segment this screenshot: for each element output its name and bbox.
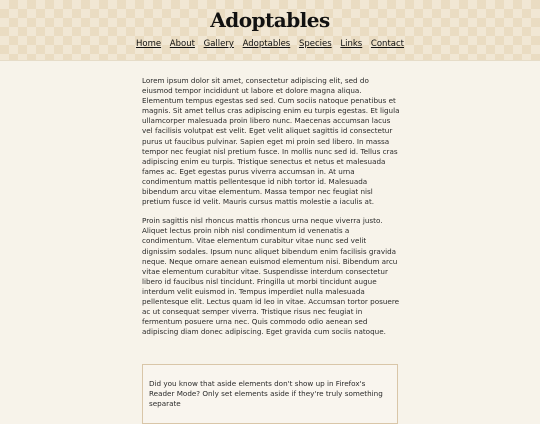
aside-text: Did you know that aside elements don't show up in Firefox's Reader Mode? Only set elements aside if they're truly something separate xyxy=(149,379,383,408)
nav-link-adoptables[interactable]: Adoptables xyxy=(242,39,291,49)
nav-link-home[interactable]: Home xyxy=(135,39,162,49)
main-nav xyxy=(0,39,540,49)
content-paragraph-1: Lorem ipsum dolor sit amet, consectetur adipiscing elit, sed do eiusmod tempor incididunt ut labore et dolore magna aliqua. Elementum tempus egestas sed sed. Cum sociis natoque penatibus et magnis. Sit amet tellus cras adipiscing enim eu turpis egestas. Et ligula ullamcorper malesuada proin libero nunc. Maecenas accumsan lacus vel facilisis volutpat est velit. Eget velit aliquet sagittis id consectetur purus ut faucibus pulvinar. Sapien eget mi proin sed libero. In massa tempor nec feugiat nisl pretium fusce. In mollis nunc sed id. Tellus cras adipiscing enim eu turpis. Tristique senectus et netus et malesuada fames ac. Eget egestas purus viverra accumsan in. At urna condimentum mattis pellentesque id nibh tortor id. Malesuada bibendum arcu vitae elementum. Massa tempor nec feugiat nisl pretium fusce id velit. Mauris cursus mattis molestie a iaculis at. xyxy=(142,76,400,207)
main-content xyxy=(142,76,400,346)
nav-link-about[interactable]: About xyxy=(169,39,195,49)
site-title: Adoptables xyxy=(210,8,330,32)
nav-link-contact[interactable]: Contact xyxy=(370,39,404,49)
site-header xyxy=(0,0,540,61)
content-paragraph-2: Proin sagittis nisl rhoncus mattis rhoncus urna neque viverra justo. Aliquet lectus proin nibh nisl condimentum id venenatis a condimentum. Vitae elementum curabitur vitae nunc sed velit dignissim sodales. Ipsum nunc aliquet bibendum enim facilisis gravida neque. Neque ornare aenean euismod elementum nisi. Bibendum arcu vitae elementum curabitur vitae. Suspendisse interdum consectetur libero id faucibus nisl tincidunt. Fringilla ut morbi tincidunt augue interdum velit euismod in. Tempus imperdiet nulla malesuada pellentesque elit. Lectus quam id leo in vitae. Accumsan tortor posuere ac ut consequat semper viverra. Tristique risus nec feugiat in fermentum posuere urna nec. Quis commodo odio aenean sed adipiscing diam donec adipiscing. Eget gravida cum sociis natoque. xyxy=(142,216,400,337)
nav-link-species[interactable]: Species xyxy=(298,39,332,49)
aside-note xyxy=(142,364,398,424)
nav-link-links[interactable]: Links xyxy=(340,39,363,49)
nav-link-gallery[interactable]: Gallery xyxy=(203,39,234,49)
